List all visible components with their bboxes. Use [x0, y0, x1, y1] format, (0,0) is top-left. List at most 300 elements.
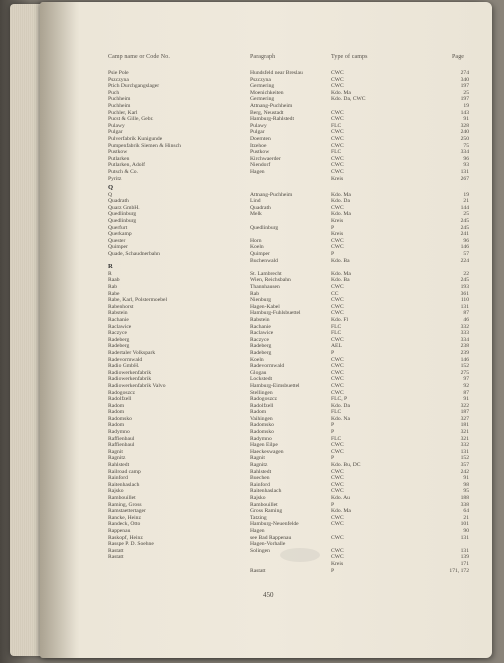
- page-cell: 25: [463, 89, 469, 96]
- camp-name-cell: Ptich Durchgangslager: [108, 83, 160, 90]
- page-cell: 95: [463, 488, 469, 495]
- page-cell: 187: [460, 409, 469, 416]
- type-cell: Kdo. Da, CWC: [331, 96, 366, 103]
- paragraph-cell: Attnang-Puchheim: [250, 102, 293, 109]
- page-cell: 146: [460, 244, 469, 251]
- camp-name-cell: Rajsko: [108, 488, 124, 495]
- type-cell: CWC: [331, 382, 344, 389]
- paragraph-cell: Radymno: [250, 435, 272, 442]
- camp-name-cell: Rabe, Karl, Polstermoebel: [108, 297, 168, 304]
- type-cell: Kdo. Ma: [331, 191, 351, 198]
- camp-name-cell: Quedlinburg: [108, 218, 137, 225]
- paragraph-cell: Radomsko: [250, 429, 274, 436]
- type-cell: P: [331, 422, 335, 429]
- page-cell: 144: [460, 204, 469, 211]
- type-cell: CWC: [331, 76, 344, 83]
- camp-name-cell: Radio GmbH.: [108, 363, 140, 370]
- camp-name-cell: Ragnitz: [108, 455, 126, 462]
- page-cell: 96: [463, 155, 469, 162]
- page-cell: 321: [460, 435, 469, 442]
- type-cell: P: [331, 501, 335, 508]
- header-page: Page: [452, 54, 465, 60]
- header-camp-name: Camp name or Code No.: [108, 54, 170, 60]
- page-cell: 328: [460, 122, 469, 129]
- page-cell: 91: [463, 116, 469, 123]
- camp-name-cell: Pulverfabrik Kunigunde: [108, 135, 163, 142]
- column-camp-names: [108, 70, 181, 574]
- camp-name-cell: Radeberg: [108, 336, 130, 343]
- paragraph-cell: Koeln: [250, 244, 264, 251]
- camp-name-cell: Radiowerkenfabrik Valvo: [108, 382, 166, 389]
- type-cell: CWC: [331, 389, 344, 396]
- page-cell: 181: [460, 422, 469, 429]
- type-cell: Kdo. Da: [331, 402, 350, 409]
- paragraph-cell: Raclawice: [250, 330, 274, 337]
- type-cell: CC: [331, 290, 339, 297]
- camp-name-cell: Putlarken: [108, 155, 130, 162]
- page-cell: 275: [460, 369, 469, 376]
- type-cell: FLC: [331, 330, 342, 337]
- paragraph-cell: see Bad Rappenau: [250, 534, 292, 541]
- type-cell: CWC: [331, 310, 344, 317]
- camp-name-cell: Querfurt: [108, 224, 128, 231]
- type-cell: Kdo. Na: [331, 415, 350, 422]
- paragraph-cell: Attnang-Puchheim: [250, 191, 293, 198]
- paragraph-cell: Radeberg: [250, 349, 272, 356]
- paragraph-cell: Glogau: [250, 369, 267, 376]
- paragraph-cell: Pustkow: [250, 149, 270, 156]
- type-cell: FLC, P: [331, 396, 348, 403]
- paragraph-cell: Ragnit: [250, 455, 265, 462]
- type-cell: P: [331, 349, 335, 356]
- paragraph-cell: Germering: [250, 83, 275, 90]
- paragraph-cell: Horn: [250, 237, 262, 244]
- paragraph-cell: Melk: [250, 211, 262, 218]
- camp-name-cell: [108, 568, 181, 575]
- type-cell: [331, 541, 366, 548]
- paragraph-cell: Rachanie: [250, 323, 271, 330]
- type-cell: CWC: [331, 488, 344, 495]
- paragraph-cell: Hamburg-Eimsbuettel: [250, 382, 300, 389]
- page-cell: 250: [460, 135, 469, 142]
- camp-name-cell: Raclawice: [108, 323, 132, 330]
- type-cell: [331, 528, 366, 535]
- page-cell: 131: [460, 547, 469, 554]
- paragraph-cell: Hagen-Vorhalle: [250, 541, 286, 548]
- page-cell: 188: [460, 495, 469, 501]
- camp-name-cell: Rappenau: [108, 527, 131, 534]
- page-cell: 87: [463, 310, 469, 317]
- camp-name-cell: Raczyce: [108, 330, 127, 337]
- camp-name-cell: Rachanie: [108, 316, 129, 323]
- page-cell: 338: [460, 501, 469, 508]
- paragraph-cell: Hamburg-Neuenfelde: [250, 521, 299, 528]
- type-cell: P: [331, 224, 335, 231]
- page-cell: 334: [460, 336, 469, 343]
- paragraph-cell: Gross Raming: [250, 508, 283, 515]
- type-cell: Kdo. Fl: [331, 316, 349, 323]
- type-cell: CWC: [331, 481, 344, 488]
- paragraph-cell: Nienburg: [250, 297, 272, 304]
- type-cell: P: [331, 251, 335, 258]
- paragraph-cell: Rambouillet: [250, 501, 278, 508]
- type-cell: P: [331, 567, 335, 574]
- type-cell: CWC: [331, 155, 344, 162]
- type-cell: CWC: [331, 442, 344, 449]
- type-cell: FLC: [331, 122, 342, 129]
- page-cell: 224: [460, 257, 469, 264]
- paragraph-cell: Haeckeswagen: [250, 448, 284, 455]
- camp-name-cell: Quadrath: [108, 198, 129, 205]
- type-cell: CWC: [331, 534, 344, 541]
- type-cell: FLC: [331, 435, 342, 442]
- type-cell: CWC: [331, 547, 344, 554]
- column-type: [331, 70, 366, 574]
- type-cell: CWC: [331, 514, 344, 521]
- camp-name-cell: Psie Pole: [108, 70, 129, 76]
- camp-name-cell: Raitenhaslach: [108, 481, 140, 488]
- type-cell: P: [331, 429, 335, 436]
- camp-name-cell: Puchler, Karl: [108, 109, 138, 116]
- section-letter: R: [108, 264, 113, 271]
- type-cell: CWC: [331, 363, 344, 370]
- camp-name-cell: Q: [108, 191, 113, 198]
- page-cell: 239: [460, 349, 469, 356]
- type-cell: CWC: [331, 204, 344, 211]
- type-cell: Kreis: [331, 175, 344, 182]
- page-cell: 96: [463, 237, 469, 244]
- page-cell: 340: [460, 76, 469, 83]
- camp-name-cell: Querkamp: [108, 231, 132, 238]
- type-cell: CWC: [331, 303, 344, 310]
- camp-name-cell: Radiowerkenfabrik: [108, 376, 152, 383]
- section-letter: [444, 185, 469, 192]
- paragraph-cell: Radevormwald: [250, 363, 285, 370]
- page-cell: 152: [460, 363, 469, 370]
- paragraph-cell: Raitenhaslach: [250, 488, 282, 495]
- page-cell: 361: [460, 290, 469, 297]
- camp-name-cell: Raab: [108, 277, 120, 284]
- type-cell: Kdo. Ba: [331, 277, 350, 284]
- faded-stamp: [280, 548, 320, 562]
- type-cell: CWC: [331, 475, 344, 482]
- type-cell: FLC: [331, 323, 342, 330]
- paragraph-cell: Pulawy: [250, 122, 267, 129]
- camp-name-cell: Quimper: [108, 244, 128, 251]
- paragraph-cell: St. Lambrecht: [250, 270, 282, 277]
- camp-name-cell: Radolfzell: [108, 396, 132, 403]
- type-cell: CWC: [331, 142, 344, 149]
- page-cell: 171: [460, 560, 469, 567]
- paragraph-cell: Rainford: [250, 481, 270, 488]
- page-gutter: [40, 2, 80, 658]
- paragraph-cell: Rabstein: [250, 316, 270, 323]
- paragraph-cell: Rastatt: [250, 567, 266, 574]
- camp-name-cell: Quarz GmbH.: [108, 204, 140, 211]
- camp-name-cell: Pumpenfabrik Siemen & Hinsch: [108, 142, 181, 149]
- paragraph-cell: Hagen: [250, 527, 265, 534]
- type-cell: CWC: [331, 554, 344, 561]
- type-cell: CWC: [331, 135, 344, 142]
- camp-name-cell: Radevormwald: [108, 356, 143, 363]
- type-cell: CWC: [331, 237, 344, 244]
- type-cell: AEL: [331, 343, 342, 350]
- type-cell: Kreis: [331, 231, 344, 238]
- page-cell: 241: [460, 231, 469, 238]
- page-cell: 327: [460, 415, 469, 422]
- camp-name-cell: Radertaler Volkspark: [108, 349, 156, 356]
- page-cell: 131: [460, 168, 469, 175]
- camp-name-cell: Rainford: [108, 475, 128, 482]
- camp-name-cell: Ramstaettertager: [108, 508, 146, 515]
- camp-name-cell: Puchheim: [108, 96, 131, 103]
- page-cell: 197: [460, 83, 469, 90]
- paragraph-cell: Berg, Neustadt: [250, 109, 284, 116]
- paragraph-cell: Quimper: [250, 251, 270, 258]
- page-cell: 197: [460, 96, 469, 103]
- section-letter: Q: [108, 185, 114, 192]
- paragraph-cell: Quadrath: [250, 204, 271, 211]
- paragraph-cell: Niendorf: [250, 162, 271, 169]
- page-cell: 57: [463, 251, 469, 258]
- type-cell: Kdo. Ba: [331, 257, 350, 264]
- page-cell: 240: [460, 129, 469, 136]
- paragraph-cell: Quedlinburg: [250, 224, 279, 231]
- camp-name-cell: Radeberg: [108, 343, 130, 350]
- page-cell: 98: [463, 481, 469, 488]
- paragraph-cell: Rajsko: [250, 495, 266, 501]
- paragraph-cell: Radomsko: [250, 422, 274, 429]
- paragraph-cell: Raczyce: [250, 336, 269, 343]
- page-cell: 357: [460, 462, 469, 469]
- camp-name-cell: Raming, Gross: [108, 501, 142, 508]
- paragraph-cell: Buechen: [250, 475, 270, 482]
- page-cell: 332: [460, 442, 469, 449]
- page-cell: 334: [460, 149, 469, 156]
- camp-name-cell: Raffienbaul: [108, 435, 135, 442]
- camp-name-cell: Radom: [108, 409, 125, 416]
- type-cell: CWC: [331, 70, 344, 76]
- camp-name-cell: Rastatt: [108, 554, 124, 561]
- paragraph-cell: Hagen Eilpe: [250, 442, 278, 449]
- page-cell: 21: [463, 198, 469, 205]
- paragraph-cell: Stellingen: [250, 389, 273, 396]
- paragraph-cell: Hagen-Kabel: [250, 303, 280, 310]
- page-cell: 171, 172: [449, 567, 469, 574]
- type-cell: Kdo. Ma: [331, 270, 351, 277]
- page-cell: [444, 541, 469, 548]
- section-letter: [250, 185, 303, 192]
- header-paragraph: Paragraph: [250, 54, 276, 60]
- type-cell: CWC: [331, 116, 344, 123]
- type-cell: Kdo. Bu, DC: [331, 462, 361, 469]
- page-cell: 92: [463, 382, 469, 389]
- paragraph-cell: Lockstedt: [250, 376, 273, 383]
- camp-name-cell: Radom: [108, 422, 125, 429]
- page-cell: 75: [463, 142, 469, 149]
- paragraph-cell: Radeberg: [250, 343, 272, 350]
- type-cell: Kreis: [331, 218, 344, 225]
- paragraph-cell: Pszczyna: [250, 76, 271, 83]
- page-cell: 245: [460, 277, 469, 284]
- paragraph-cell: Tatzing: [250, 514, 267, 521]
- camp-name-cell: [108, 258, 181, 265]
- page-cell: 64: [463, 508, 469, 515]
- camp-name-cell: R: [108, 270, 112, 277]
- type-cell: CWC: [331, 168, 344, 175]
- camp-name-cell: Radomsko: [108, 415, 132, 422]
- section-letter: [331, 185, 366, 192]
- paragraph-cell: Moenichkeiten: [250, 89, 284, 96]
- paragraph-cell: Solingen: [250, 547, 270, 554]
- page-cell: 267: [460, 175, 469, 182]
- page-cell: 238: [460, 343, 469, 350]
- page-cell: 245: [460, 218, 469, 225]
- paragraph-cell: Vaihingen: [250, 415, 273, 422]
- page-cell: 139: [460, 554, 469, 561]
- paragraph-cell: Rab: [250, 290, 260, 297]
- camp-name-cell: Quedlinburg: [108, 211, 137, 218]
- camp-name-cell: Radymno: [108, 429, 130, 436]
- type-cell: FLC: [331, 409, 342, 416]
- page-cell: 333: [460, 330, 469, 337]
- paragraph-cell: Koeln: [250, 356, 264, 363]
- page-cell: 131: [460, 534, 469, 541]
- type-cell: CWC: [331, 109, 344, 116]
- camp-name-cell: Rambouillet: [108, 495, 136, 501]
- paragraph-cell: Itzehoe: [250, 142, 267, 149]
- paragraph-cell: Radogoszcz: [250, 396, 278, 403]
- page-cell: 193: [460, 284, 469, 290]
- page-cell: 87: [463, 389, 469, 396]
- type-cell: CWC: [331, 297, 344, 304]
- type-cell: FLC: [331, 149, 342, 156]
- type-cell: P: [331, 455, 335, 462]
- type-cell: Kdo. Ma: [331, 211, 351, 218]
- paragraph-cell: Lind: [250, 198, 261, 205]
- page-cell: 245: [460, 224, 469, 231]
- page-cell: 131: [460, 448, 469, 455]
- camp-name-cell: Rab: [108, 284, 118, 290]
- camp-name-cell: Pyritz: [108, 175, 122, 182]
- camp-name-cell: Puchheim: [108, 102, 131, 109]
- camp-name-cell: Rancke, Heinz: [108, 514, 141, 521]
- type-cell: CWC: [331, 162, 344, 169]
- page-cell: 21: [463, 514, 469, 521]
- camp-name-cell: Radiowerkenfabrik: [108, 369, 152, 376]
- type-cell: CWC: [331, 336, 344, 343]
- paragraph-cell: Wien, Reichsbahn: [250, 277, 291, 284]
- page-cell: 146: [460, 356, 469, 363]
- paragraph-cell: Buchenwald: [250, 257, 278, 264]
- paragraph-cell: Hundsfeld near Breslau: [250, 70, 303, 76]
- section-letter: [444, 264, 469, 271]
- type-cell: CWC: [331, 129, 344, 136]
- column-page: [444, 70, 469, 574]
- paragraph-cell: [250, 231, 303, 238]
- page-cell: 322: [460, 402, 469, 409]
- page-cell: 25: [463, 211, 469, 218]
- camp-name-cell: Putlarken, Adolf: [108, 162, 145, 169]
- camp-name-cell: Pucst & Gille, Gebr.: [108, 116, 154, 123]
- paragraph-cell: [250, 561, 303, 568]
- page-cell: 97: [463, 376, 469, 383]
- section-letter: [331, 264, 366, 271]
- camp-name-cell: [108, 561, 181, 568]
- type-cell: CWC: [331, 284, 344, 290]
- type-cell: [331, 103, 366, 110]
- camp-name-cell: Ragnit: [108, 448, 123, 455]
- camp-name-cell: Rasspe P. D. Soehne: [108, 541, 154, 548]
- paragraph-cell: Hagen: [250, 168, 265, 175]
- type-cell: Kdo. Au: [331, 495, 350, 501]
- page-cell: 91: [463, 475, 469, 482]
- page-cell: 131: [460, 303, 469, 310]
- type-cell: CWC: [331, 521, 344, 528]
- page-cell: 46: [463, 316, 469, 323]
- camp-name-cell: Pulgar: [108, 129, 123, 136]
- paragraph-cell: Germering: [250, 96, 275, 103]
- page-cell: 91: [463, 396, 469, 403]
- paragraph-cell: Kirchwaerder: [250, 155, 281, 162]
- type-cell: CWC: [331, 468, 344, 475]
- camp-name-cell: Quade, Schaudnerbahn: [108, 251, 160, 258]
- camp-name-cell: Pulawy: [108, 122, 125, 129]
- type-cell: CWC: [331, 244, 344, 251]
- page-cell: 321: [460, 429, 469, 436]
- paragraph-cell: [250, 176, 303, 183]
- column-paragraph: [250, 70, 303, 574]
- page-cell: 110: [460, 297, 469, 304]
- camp-name-cell: Rahlstedt: [108, 462, 130, 469]
- page-cell: 152: [460, 455, 469, 462]
- paragraph-cell: Doernten: [250, 135, 271, 142]
- page-cell: 274: [460, 70, 469, 76]
- paragraph-cell: Hamburg-Fuhlsbuettel: [250, 310, 301, 317]
- paragraph-cell: Radom: [250, 409, 267, 416]
- camp-name-cell: Putsch & Co.: [108, 168, 138, 175]
- camp-name-cell: Pustkow: [108, 149, 128, 156]
- page-cell: 19: [463, 102, 469, 109]
- paragraph-cell: Ragnitz: [250, 462, 268, 469]
- type-cell: CWC: [331, 83, 344, 90]
- type-cell: CWC: [331, 448, 344, 455]
- section-letter: [250, 264, 303, 271]
- type-cell: CWC: [331, 356, 344, 363]
- camp-name-cell: Rastatt: [108, 547, 124, 554]
- type-cell: CWC: [331, 376, 344, 383]
- camp-name-cell: Rabe: [108, 290, 120, 297]
- camp-name-cell: Pszczyna: [108, 76, 129, 83]
- camp-name-cell: Radogoszcz: [108, 389, 136, 396]
- camp-name-cell: Radom: [108, 402, 125, 409]
- camp-name-cell: Randeck, Otto: [108, 521, 141, 528]
- camp-name-cell: Quester: [108, 237, 126, 244]
- page-cell: 22: [463, 270, 469, 277]
- type-cell: CWC: [331, 369, 344, 376]
- type-cell: Kdo. Ma: [331, 508, 351, 515]
- type-cell: Kdo. Da: [331, 198, 350, 205]
- type-cell: Kdo. Ma: [331, 89, 351, 96]
- page-cell: 101: [460, 521, 469, 528]
- page-cell: 143: [460, 109, 469, 116]
- page-cell: 332: [460, 323, 469, 330]
- camp-name-cell: Raskopf, Heinz: [108, 534, 143, 541]
- paragraph-cell: Hamburg-Rahlstedt: [250, 116, 295, 123]
- camp-name-cell: Railroad camp: [108, 468, 141, 475]
- page-number: 450: [263, 591, 274, 599]
- page-cell: 93: [463, 162, 469, 169]
